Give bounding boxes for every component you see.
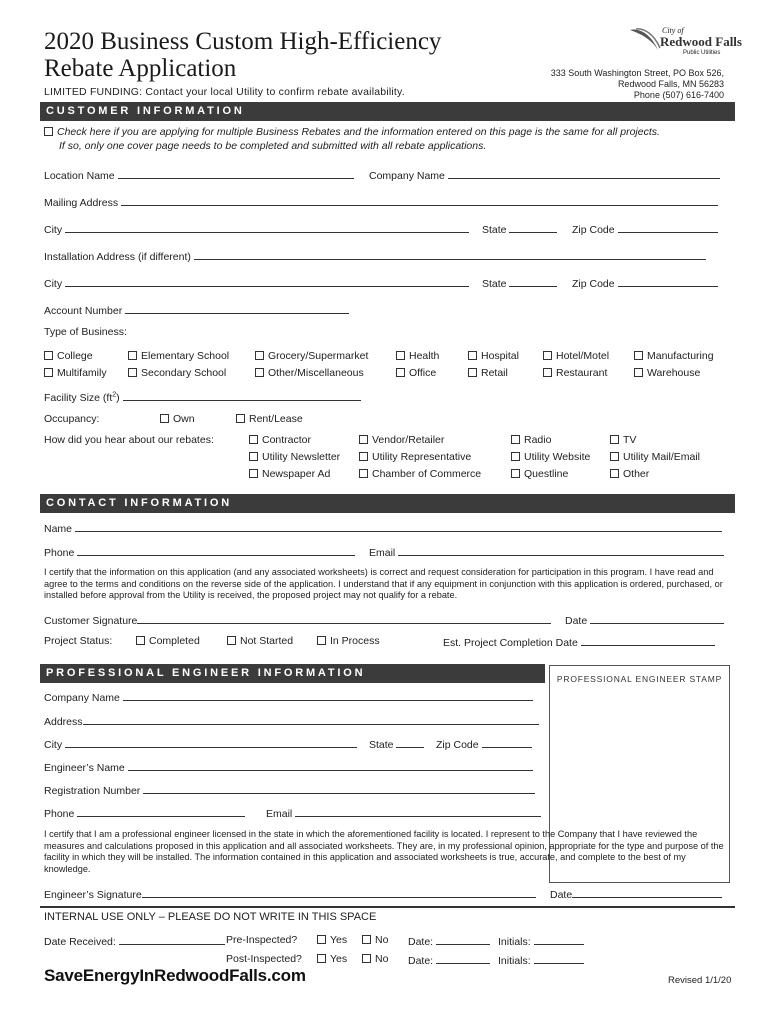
contractor-option[interactable] [249, 434, 311, 446]
state2-label: State [482, 278, 507, 290]
health-checkbox[interactable] [396, 351, 405, 360]
restaurant-checkbox[interactable] [543, 368, 552, 377]
redwood-falls-logo [628, 26, 742, 64]
engineer-section-header: PROFESSIONAL ENGINEER INFORMATION [40, 664, 545, 683]
health-label: Health [409, 350, 440, 362]
pre-date-label: Date: [408, 936, 434, 948]
form-title-line2: Rebate Application [44, 55, 237, 82]
grocery-label: Grocery/Supermarket [268, 350, 369, 362]
contact-email-field[interactable] [398, 545, 724, 556]
health-option[interactable] [396, 350, 439, 362]
contact-section-header: CONTACT INFORMATION [40, 494, 735, 513]
logo-city-of: City of [662, 26, 684, 35]
engineer-signature-field[interactable] [142, 887, 536, 898]
rent-label: Rent/Lease [249, 413, 303, 425]
secondary-label: Secondary School [141, 367, 227, 379]
multiple-rebates-checkbox-row[interactable] [44, 126, 660, 138]
multiple-rebates-text: Check here if you are applying for multiple Business Rebates and the information entered on this page is the same for all projects. [57, 126, 660, 138]
not-started-label: Not Started [240, 635, 294, 647]
other-misc-option[interactable] [255, 367, 364, 379]
post-date-label: Date: [408, 955, 434, 967]
contact-email-label: Email [369, 547, 396, 559]
engineer-state-row [369, 737, 424, 751]
own-label: Own [173, 413, 195, 425]
city-field[interactable] [65, 222, 469, 233]
retail-checkbox[interactable] [468, 368, 477, 377]
other-misc-checkbox[interactable] [255, 368, 264, 377]
radio-option[interactable] [511, 434, 551, 446]
manufacturing-checkbox[interactable] [634, 351, 643, 360]
est-completion-field[interactable] [581, 635, 715, 646]
post-yes-option[interactable] [317, 953, 347, 965]
representative-option[interactable] [359, 451, 471, 463]
mail-label: Utility Mail/Email [623, 451, 701, 463]
zip2-field[interactable] [618, 276, 718, 287]
contact-name-field[interactable] [75, 521, 722, 532]
multifamily-label: Multifamily [57, 367, 107, 379]
location-name-label: Location Name [44, 170, 115, 182]
warehouse-label: Warehouse [647, 367, 701, 379]
pre-initials-row [498, 934, 584, 948]
mailing-address-label: Mailing Address [44, 197, 119, 209]
office-option[interactable] [396, 367, 436, 379]
city-row [44, 222, 469, 236]
location-name-row [44, 168, 354, 182]
multifamily-option[interactable] [44, 367, 107, 379]
facility-size-close: ) [116, 392, 120, 404]
post-date-row [408, 953, 490, 967]
website-link[interactable]: SaveEnergyInRedwoodFalls.com [44, 966, 306, 985]
website-checkbox[interactable] [511, 452, 520, 461]
revision-date: Revised 1/1/20 [668, 975, 732, 986]
est-completion-row [443, 635, 715, 649]
retail-option[interactable] [468, 367, 508, 379]
engineer-address-field[interactable] [83, 714, 539, 725]
engineer-signature-row [44, 887, 536, 901]
form-title-line1: 2020 Business Custom High-Efficiency [44, 28, 442, 55]
rent-checkbox[interactable] [236, 414, 245, 423]
engineer-date-row [550, 887, 722, 901]
pre-no-checkbox[interactable] [362, 935, 371, 944]
elementary-label: Elementary School [141, 350, 230, 362]
pre-yes-option[interactable] [317, 934, 347, 946]
engineer-email-field[interactable] [295, 806, 541, 817]
facility-size-field[interactable] [123, 390, 361, 401]
engineer-state-label: State [369, 739, 394, 751]
engineer-company-row [44, 690, 533, 704]
tv-label: TV [623, 434, 637, 446]
customer-signature-field[interactable] [137, 613, 551, 624]
hotel-checkbox[interactable] [543, 351, 552, 360]
city2-label: City [44, 278, 63, 290]
elementary-option[interactable] [128, 350, 229, 362]
website-label: Utility Website [524, 451, 591, 463]
utility-phone: Phone (507) 616-7400 [633, 90, 724, 100]
manufacturing-option[interactable] [634, 350, 714, 362]
customer-certification-text: I certify that the information on this application (and any associated worksheets) is correct and request consideration for participation in this program. I have read and agree to the terms and conditions on the reverse side of the application. I understand that if any equipment in conjunction with this application is ordered, purchased, or installed before approval from the Utility is received, the proposed project may not qualify for a rebate. [44, 567, 723, 600]
utility-address [551, 68, 724, 101]
engineer-zip-field[interactable] [482, 737, 532, 748]
post-date-field[interactable] [436, 953, 490, 964]
hospital-option[interactable] [468, 350, 519, 362]
grocery-option[interactable] [255, 350, 368, 362]
account-number-row [44, 303, 349, 317]
mailing-address-row [44, 195, 718, 209]
logo-title: Redwood Falls [660, 34, 742, 49]
vendor-label: Vendor/Retailer [372, 434, 445, 446]
vendor-checkbox[interactable] [359, 435, 368, 444]
restaurant-option[interactable] [543, 367, 607, 379]
mail-checkbox[interactable] [610, 452, 619, 461]
internal-use-heading: INTERNAL USE ONLY – PLEASE DO NOT WRITE IN THIS SPACE [44, 911, 377, 923]
elementary-checkbox[interactable] [128, 351, 137, 360]
newsletter-checkbox[interactable] [249, 452, 258, 461]
contact-phone-field[interactable] [77, 545, 355, 556]
mailing-address-field[interactable] [121, 195, 718, 206]
questline-label: Questline [524, 468, 569, 480]
pre-yes-checkbox[interactable] [317, 935, 326, 944]
not-started-checkbox[interactable] [227, 636, 236, 645]
company-name-field[interactable] [448, 168, 720, 179]
newsletter-option[interactable] [249, 451, 340, 463]
engineer-phone-field[interactable] [77, 806, 245, 817]
customer-date-field[interactable] [590, 613, 724, 624]
date-received-field[interactable] [119, 934, 225, 945]
own-checkbox[interactable] [160, 414, 169, 423]
engineer-company-label: Company Name [44, 692, 120, 704]
in-process-checkbox[interactable] [317, 636, 326, 645]
warehouse-option[interactable] [634, 367, 700, 379]
engineer-city-row [44, 737, 357, 751]
rent-option[interactable] [236, 413, 303, 425]
pre-date-row [408, 934, 490, 948]
in-process-label: In Process [330, 635, 380, 647]
post-initials-field[interactable] [534, 953, 584, 964]
engineer-certification-text: I certify that I am a professional engineer licensed in the state in which the aforementioned facility is located. I represent to the Company that I have reviewed the measures and calculations proposed in this application and all associated worksheets. They are, in my professional opinion, appropriate for the type and purpose of the facility in which they will be installed. The information contained in this application and associated worksheets is true, accurate, and complete to the best of my knowledge. [44, 829, 724, 874]
engineer-date-field[interactable] [572, 887, 722, 898]
engineer-name-field[interactable] [128, 760, 533, 771]
pre-date-field[interactable] [436, 934, 490, 945]
facility-size-unit-sup: 2 [112, 391, 117, 399]
account-number-label: Account Number [44, 305, 123, 317]
secondary-option[interactable] [128, 367, 226, 379]
engineer-email-label: Email [266, 808, 293, 820]
contractor-label: Contractor [262, 434, 312, 446]
restaurant-label: Restaurant [556, 367, 608, 379]
engineer-city-label: City [44, 739, 63, 751]
hotel-option[interactable] [543, 350, 609, 362]
contact-email-row [369, 545, 724, 559]
completed-checkbox[interactable] [136, 636, 145, 645]
engineer-company-field[interactable] [123, 690, 533, 701]
type-of-business-label: Type of Business: [44, 326, 127, 338]
completed-option[interactable] [136, 635, 200, 647]
state2-row [482, 276, 557, 290]
facility-size-label: Facility Size (ft [44, 392, 113, 404]
post-inspected-label: Post-Inspected? [226, 953, 302, 965]
other-misc-label: Other/Miscellaneous [268, 367, 364, 379]
installation-address-label: Installation Address (if different) [44, 251, 191, 263]
logo-subtitle: Public Utilities [683, 50, 721, 56]
engineer-address-row [44, 714, 539, 728]
customer-section-header: CUSTOMER INFORMATION [40, 102, 735, 121]
registration-field[interactable] [143, 783, 535, 794]
engineer-stamp-label: PROFESSIONAL ENGINEER STAMP [556, 674, 723, 684]
engineer-name-label: Engineer’s Name [44, 762, 125, 774]
state-field[interactable] [509, 222, 557, 233]
state-row [482, 222, 557, 236]
newspaper-label: Newspaper Ad [262, 468, 331, 480]
multiple-rebates-note: If so, only one cover page needs to be completed and submitted with all rebate applications. [59, 140, 487, 152]
customer-date-label: Date [565, 615, 588, 627]
registration-label: Registration Number [44, 785, 141, 797]
contact-phone-label: Phone [44, 547, 75, 559]
project-status-label: Project Status: [44, 635, 113, 647]
pre-yes-label: Yes [330, 934, 348, 946]
installation-address-row [44, 249, 706, 263]
facility-size-row [44, 390, 361, 404]
zip2-row [572, 276, 718, 290]
secondary-checkbox[interactable] [128, 368, 137, 377]
post-yes-checkbox[interactable] [317, 954, 326, 963]
newsletter-label: Utility Newsletter [262, 451, 341, 463]
engineer-address-label: Address [44, 716, 83, 728]
engineer-email-row [266, 806, 541, 820]
pre-no-label: No [375, 934, 389, 946]
post-no-checkbox[interactable] [362, 954, 371, 963]
mail-option[interactable] [610, 451, 700, 463]
hospital-checkbox[interactable] [468, 351, 477, 360]
manufacturing-label: Manufacturing [647, 350, 714, 362]
college-checkbox[interactable] [44, 351, 53, 360]
registration-row [44, 783, 535, 797]
engineer-signature-label: Engineer’s Signature [44, 889, 142, 901]
zip-label: Zip Code [572, 224, 615, 236]
college-label: College [57, 350, 93, 362]
radio-label: Radio [524, 434, 552, 446]
contact-phone-row [44, 545, 355, 559]
occupancy-label: Occupancy: [44, 413, 100, 425]
office-checkbox[interactable] [396, 368, 405, 377]
company-name-label: Company Name [369, 170, 445, 182]
post-initials-label: Initials: [498, 955, 531, 967]
contact-name-row [44, 521, 722, 535]
chamber-option[interactable] [359, 468, 481, 480]
city2-row [44, 276, 469, 290]
questline-option[interactable] [511, 468, 568, 480]
hospital-label: Hospital [481, 350, 519, 362]
location-name-field[interactable] [118, 168, 354, 179]
engineer-phone-label: Phone [44, 808, 75, 820]
vendor-option[interactable] [359, 434, 444, 446]
contact-name-label: Name [44, 523, 73, 535]
hotel-label: Hotel/Motel [556, 350, 610, 362]
completed-label: Completed [149, 635, 200, 647]
questline-checkbox[interactable] [511, 469, 520, 478]
customer-date-row [565, 613, 724, 627]
chamber-checkbox[interactable] [359, 469, 368, 478]
multifamily-checkbox[interactable] [44, 368, 53, 377]
other-source-label: Other [623, 468, 650, 480]
retail-label: Retail [481, 367, 508, 379]
engineer-name-row [44, 760, 533, 774]
newspaper-checkbox[interactable] [249, 469, 258, 478]
in-process-option[interactable] [317, 635, 380, 647]
grocery-checkbox[interactable] [255, 351, 264, 360]
warehouse-checkbox[interactable] [634, 368, 643, 377]
office-label: Office [409, 367, 437, 379]
date-received-label: Date Received: [44, 936, 116, 948]
post-yes-label: Yes [330, 953, 348, 965]
engineer-phone-row [44, 806, 245, 820]
newspaper-option[interactable] [249, 468, 330, 480]
installation-address-field[interactable] [194, 249, 706, 260]
company-name-row [369, 168, 720, 182]
contractor-checkbox[interactable] [249, 435, 258, 444]
internal-divider [40, 906, 735, 908]
engineer-zip-label: Zip Code [436, 739, 479, 751]
zip2-label: Zip Code [572, 278, 615, 290]
multiple-rebates-checkbox[interactable] [44, 127, 53, 136]
post-initials-row [498, 953, 584, 967]
college-option[interactable] [44, 350, 93, 362]
city2-field[interactable] [65, 276, 469, 287]
post-no-label: No [375, 953, 389, 965]
date-received-row [44, 934, 225, 948]
engineer-city-field[interactable] [65, 737, 357, 748]
city-label: City [44, 224, 63, 236]
limited-funding-note: LIMITED FUNDING: Contact your local Utility to confirm rebate availability. [44, 86, 405, 98]
radio-checkbox[interactable] [511, 435, 520, 444]
hear-about-label: How did you hear about our rebates: [44, 434, 214, 446]
website-option[interactable] [511, 451, 590, 463]
address-line1: 333 South Washington Street, PO Box 526, [550, 68, 724, 78]
address-line2: Redwood Falls, MN 56283 [617, 79, 724, 89]
est-completion-label: Est. Project Completion Date [443, 637, 578, 649]
engineer-zip-row [436, 737, 532, 751]
customer-signature-label: Customer Signature [44, 615, 138, 627]
pre-initials-label: Initials: [498, 936, 531, 948]
not-started-option[interactable] [227, 635, 293, 647]
pre-no-option[interactable] [362, 934, 388, 946]
state-label: State [482, 224, 507, 236]
state2-field[interactable] [509, 276, 557, 287]
representative-checkbox[interactable] [359, 452, 368, 461]
account-number-field[interactable] [125, 303, 349, 314]
pre-inspected-label: Pre-Inspected? [226, 934, 298, 946]
chamber-label: Chamber of Commerce [372, 468, 482, 480]
pre-initials-field[interactable] [534, 934, 584, 945]
engineer-state-field[interactable] [396, 737, 424, 748]
own-option[interactable] [160, 413, 195, 425]
engineer-date-label: Date [550, 889, 573, 901]
zip-row [572, 222, 718, 236]
other-source-option[interactable] [610, 468, 649, 480]
tv-checkbox[interactable] [610, 435, 619, 444]
customer-signature-row [44, 613, 551, 627]
other-source-checkbox[interactable] [610, 469, 619, 478]
post-no-option[interactable] [362, 953, 388, 965]
representative-label: Utility Representative [372, 451, 472, 463]
zip-field[interactable] [618, 222, 718, 233]
tv-option[interactable] [610, 434, 636, 446]
